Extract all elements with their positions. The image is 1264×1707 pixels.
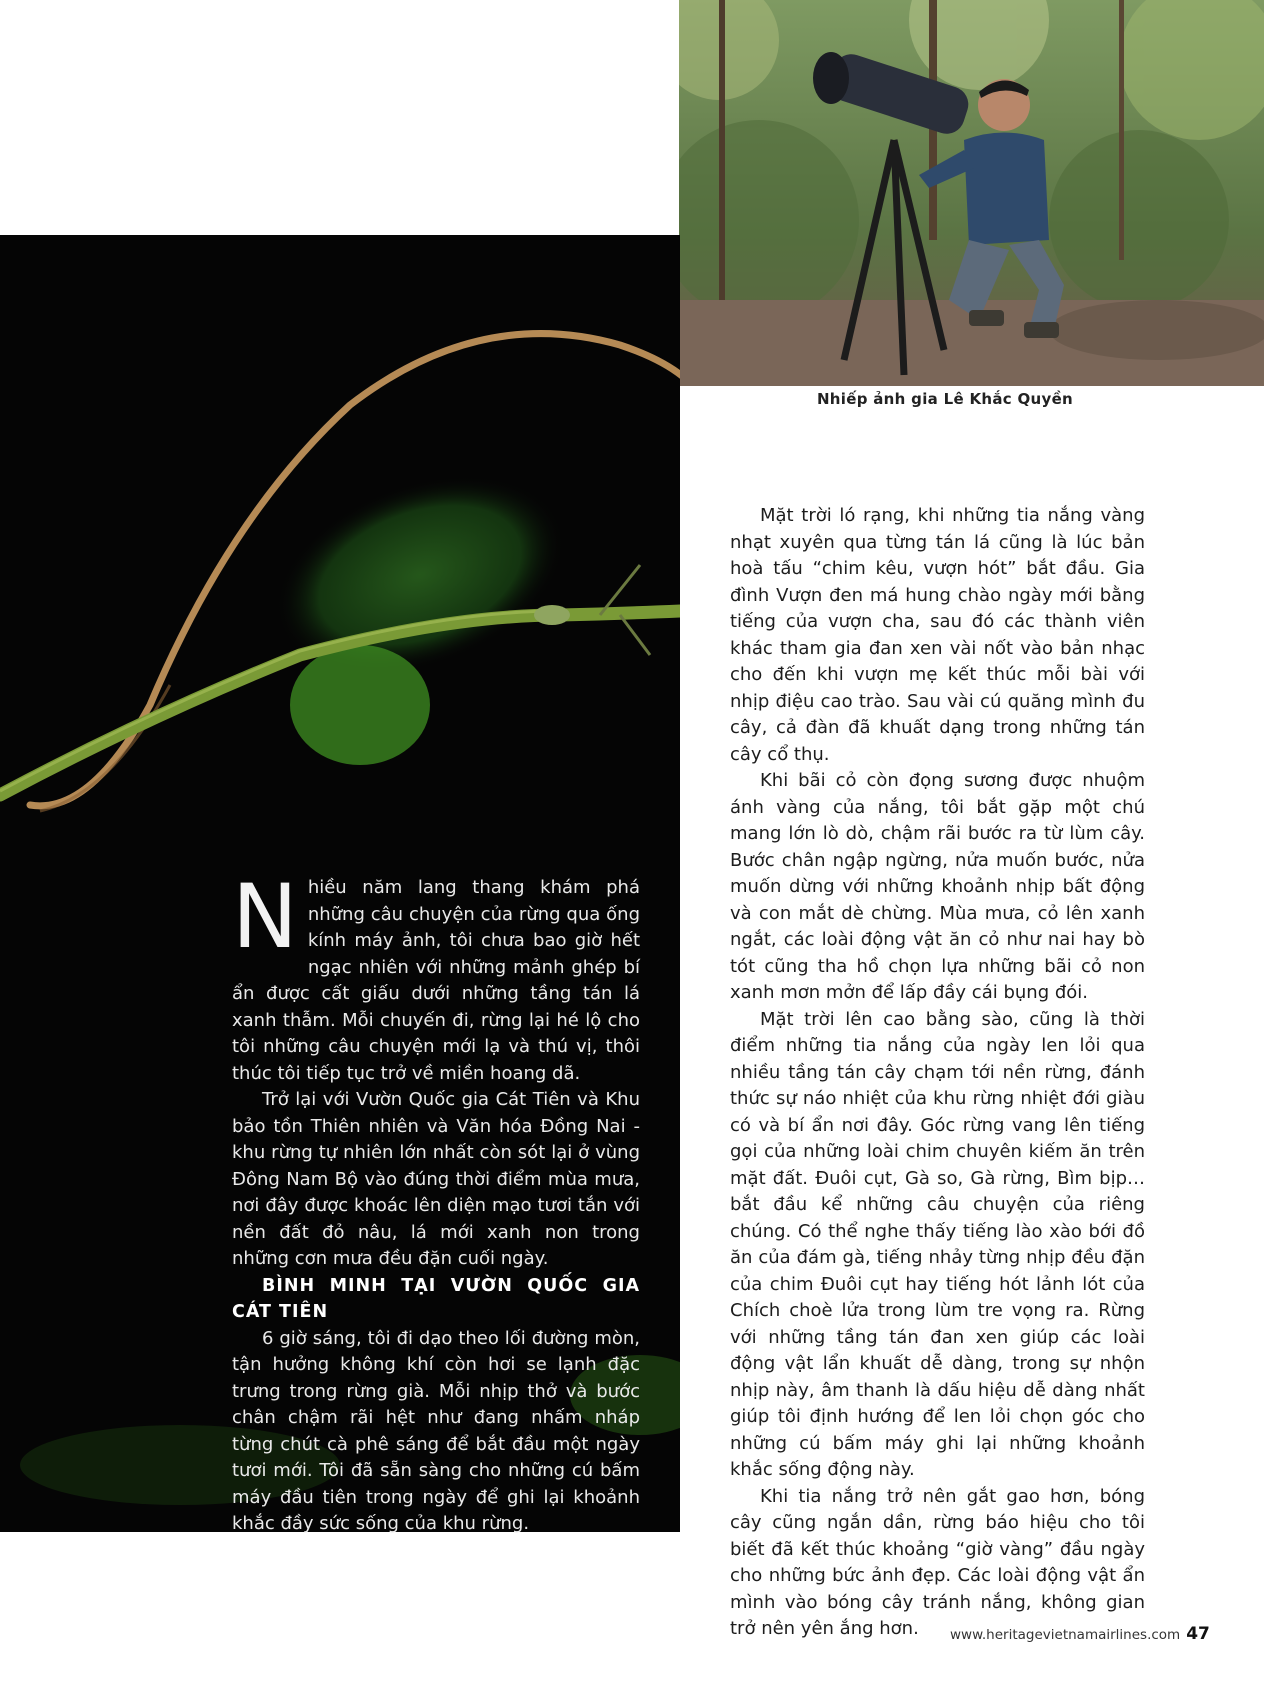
page-number: 47 xyxy=(1186,1624,1210,1644)
photographer-photo xyxy=(679,0,1264,386)
photo-caption: Nhiếp ảnh gia Lê Khắc Quyền xyxy=(816,390,1074,408)
body-paragraph-1: Mặt trời ló rạng, khi những tia nắng vàng nhạt xuyên qua từng tán lá cũng là lúc bản hoà tấu “chim kêu, vượn hót” bắt đầu. Gia đình Vượn đen má hung chào ngày mới bằng tiếng của vượn cha, sau đó các thành viên khác tham gia đan xen vài nốt vào bản nhạc cho đến khi vượn mẹ kết thúc mỗi bài với nhịp điệu cao trào. Sau vài cú quăng mình đu cây, cả đàn đã khuất dạng trong những tán cây cổ thụ. xyxy=(730,505,1145,765)
page-footer xyxy=(950,1624,1210,1644)
section-paragraph-1: 6 giờ sáng, tôi đi dạo theo lối đường mòn, tận hưởng không khí còn hơi se lạnh đặc trưng trong rừng già. Mỗi nhịp thở và bước chân chậm rãi hệt như đang nhấm nháp từng chút cà phê sáng để bắt đầu một ngày tươi mới. Tôi đã sẵn sàng cho những cú bấm máy đầu tiên trong ngày để ghi lại khoảnh khắc đầy sức sống của khu rừng. xyxy=(232,1327,640,1534)
section-heading: BÌNH MINH TẠI VƯỜN QUỐC GIA CÁT TIÊN xyxy=(232,1275,640,1322)
body-paragraph-4: Khi tia nắng trở nên gắt gao hơn, bóng cây cũng ngắn dần, rừng báo hiệu cho tôi biết đã kết thúc khoảng “giờ vàng” đầu ngày cho những bức ảnh đẹp. Các loài động vật ẩn mình vào bóng cây tránh nắng, không gian trở nên yên ắng hơn. xyxy=(730,1485,1145,1639)
intro-column xyxy=(232,865,640,1538)
body-paragraph-3: Mặt trời lên cao bằng sào, cũng là thời điểm những tia nắng của ngày len lỏi qua nhiều tầng tán cây chạm tới nền rừng, đánh thức sự náo nhiệt của khu rừng nhiệt đới giàu có và bí ẩn nơi đây. Góc rừng vang lên tiếng gọi của những loài chim chuyên kiếm ăn trên mặt đất. Đuôi cụt, Gà so, Gà rừng, Bìm bịp… bắt đầu kể những câu chuyện của riêng chúng. Có thể nghe thấy tiếng lào xào bới đồ ăn của đám gà, tiếng nhảy từng nhịp đều đặn của chim Đuôi cụt hay tiếng hót lảnh lót của Chích choè lửa trong lùm tre vọng ra. Rừng với những tầng tán đan xen giúp các loài động vật lẩn khuất dễ dàng, trong sự nhộn nhịp này, âm thanh là dấu hiệu dễ dàng nhất giúp tôi định hướng để len lỏi chọn góc cho những cú bấm máy ghi lại những khoảnh khắc sống động này. xyxy=(730,1008,1145,1480)
intro-paragraph-2: Trở lại với Vườn Quốc gia Cát Tiên và Khu bảo tồn Thiên nhiên và Văn hóa Đồng Nai - khu rừng tự nhiên lớn nhất còn sót lại ở vùng Đông Nam Bộ vào đúng thời điểm mùa mưa, nơi đây được khoác lên diện mạo tươi tắn với nền đất đỏ nâu, lá mới xanh non trong những cơn mưa đều đặn cuối ngày. xyxy=(232,1089,640,1269)
body-column xyxy=(730,503,1145,1643)
drop-cap: N xyxy=(232,865,298,968)
website-url: www.heritagevietnamairlines.com xyxy=(950,1627,1181,1643)
body-paragraph-2: Khi bãi cỏ còn đọng sương được nhuộm ánh vàng của nắng, tôi bắt gặp một chú mang lớn lò dò, chậm rãi bước ra từ lùm cây. Bước chân ngập ngừng, nửa muốn bước, nửa muốn dừng với những khoảnh nhịp bất động và con mắt dè chừng. Mùa mưa, cỏ lên xanh ngắt, các loài động vật ăn cỏ như nai hay bò tót cũng tha hồ chọn lựa những bãi cỏ non xanh mơn mởn để lấp đầy cái bụng đói. xyxy=(730,770,1145,1003)
intro-paragraph-1 xyxy=(232,865,640,1087)
intro-paragraph-1-text: hiều năm lang thang khám phá những câu chuyện của rừng qua ống kính máy ảnh, tôi chưa bao giờ hết ngạc nhiên với những mảnh ghép bí ẩn được cất giấu dưới những tầng tán lá xanh thẫm. Mỗi chuyến đi, rừng lại hé lộ cho tôi những câu chuyện mới lạ và thú vị, thôi thúc tôi tiếp tục trở về miền hoang dã. xyxy=(232,877,640,1084)
